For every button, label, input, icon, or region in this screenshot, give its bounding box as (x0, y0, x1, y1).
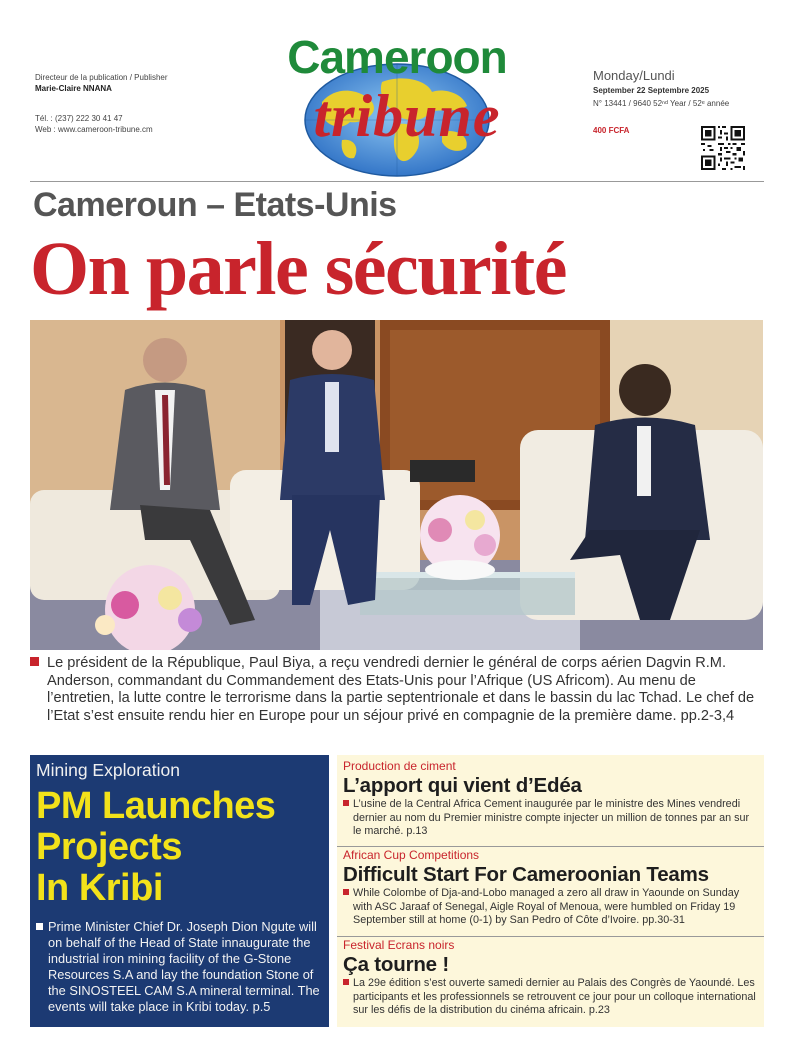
newspaper-logo (262, 28, 532, 178)
publisher-label: Directeur de la publication / Publisher (35, 73, 168, 82)
website: Web : www.cameroon-tribune.cm (35, 125, 153, 134)
story-body (343, 887, 758, 928)
lead-headline[interactable]: On parle sécurité (30, 227, 566, 311)
story-title[interactable]: L’apport qui vient d’Edéa (343, 774, 582, 797)
secondary-stories (337, 755, 764, 1027)
story-body-text: While Colombe of Dja-and-Lobo managed a zero all draw in Yaounde on Sunday with ASC Jaraaf of Senegal, Aigle Royal of Menoua, were humbled on Friday 19 September still at home (0-1) by San Pedro of Côte d’Ivoire. pp.30-31 (353, 887, 740, 926)
masthead-divider (30, 181, 764, 182)
story-cement[interactable] (337, 759, 764, 839)
qr-code-icon[interactable] (701, 126, 745, 170)
lead-kicker: Cameroun – Etats-Unis (33, 186, 397, 224)
issue-date: September 22 Septembre 2025 (593, 86, 710, 95)
story-body (343, 977, 758, 1018)
feature-title-line: Projects (36, 826, 182, 868)
story-tag: African Cup Competitions (343, 848, 480, 862)
bullet-square-icon (343, 889, 349, 895)
lead-caption (30, 655, 764, 725)
feature-title[interactable] (36, 786, 323, 909)
feature-body-text: Prime Minister Chief Dr. Joseph Dion Ngute will on behalf of the Head of State innaugurate the industrial iron mining facility of the G-Stone Resources S.A and lay the foundation Stone of the SINOSTEEL CAM S.A mineral terminal. The events will take place in Kribi today. p.5 (48, 919, 320, 1014)
logo-cameroon: Cameroon (287, 31, 507, 83)
story-title[interactable]: Ça tourne ! (343, 953, 449, 976)
bullet-square-icon (343, 979, 349, 985)
logo-tribune: tribune (313, 83, 501, 149)
issue-number: N° 13441 / 9640 52ⁿᵈ Year / 52ᵉ année (593, 99, 730, 108)
lead-photo (30, 320, 763, 650)
story-body-text: La 29e édition s’est ouverte samedi dernier au Palais des Congrès de Yaoundé. Les participants et les professionnels se retrouvent ce jour pour un colloque international sur les défis de la distribution du cinéma africain. p.23 (353, 977, 756, 1016)
bullet-square-icon (343, 800, 349, 806)
bullet-square-icon (36, 923, 43, 930)
story-divider (337, 846, 764, 847)
publisher-name: Marie-Claire NNANA (35, 84, 112, 93)
lead-caption-body: Le président de la République, Paul Biya, a reçu vendredi dernier le général de corps aérien Dagvin R.M. Anderson, commandant du Commandement des Etats-Unis pour l’Afrique (US Africom). Au menu de l’entretien, la lutte contre le terrorisme dans la partie septentrionale et dans le bassin du lac Tchad. Le chef de l’Etat s’est ensuite rendu hier en Europe pour un séjour privé en compagnie de la première dame. pp.2-3,4 (47, 655, 755, 724)
story-divider (337, 936, 764, 937)
phone-number: Tél. : (237) 222 30 41 47 (35, 114, 123, 123)
issue-price: 400 FCFA (593, 126, 630, 135)
story-football[interactable] (337, 848, 764, 928)
feature-box[interactable] (30, 755, 329, 1027)
lead-caption-text (30, 655, 764, 725)
story-body-text: L’usine de la Central Africa Cement inaugurée par le ministre des Mines vendredi dernier au nom du Premier ministre compte injecter un million de tonnes par an sur le marché. p.13 (353, 798, 750, 837)
story-tag: Production de ciment (343, 759, 456, 773)
feature-title-line: In Kribi (36, 867, 163, 909)
story-tag: Festival Ecrans noirs (343, 938, 455, 952)
feature-title-line: PM Launches (36, 785, 276, 827)
issue-day: Monday/Lundi (593, 68, 675, 83)
feature-body (36, 919, 323, 1015)
story-festival[interactable] (337, 938, 764, 1018)
story-title[interactable]: Difficult Start For Cameroonian Teams (343, 863, 709, 886)
feature-section: Mining Exploration (36, 760, 180, 780)
publisher-info (35, 72, 255, 135)
meeting-photo-illustration (30, 320, 763, 650)
masthead (0, 0, 792, 182)
bullet-square-icon (30, 657, 39, 666)
story-body (343, 798, 758, 839)
